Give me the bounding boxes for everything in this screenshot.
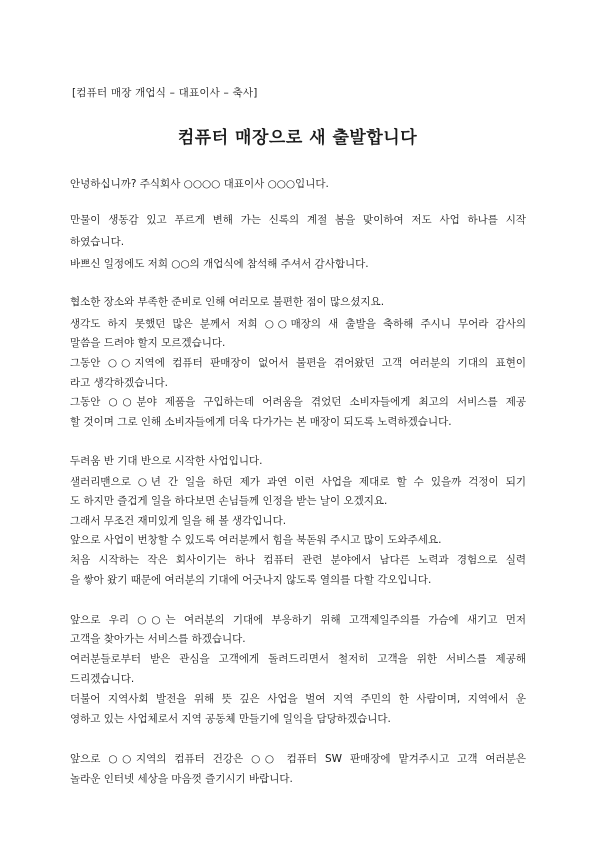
body-line: 앞으로 사업이 번창할 수 있도록 여러분께서 힘을 북돋워 주시고 많이 도와주세요. — [70, 534, 442, 546]
document-header: [컴퓨터 매장 개업식 – 대표이사 – 축사] — [72, 87, 258, 99]
body-line: 드리겠습니다. — [70, 673, 135, 685]
body-line: 라고 생각하겠습니다. — [70, 377, 168, 389]
body-line: 샐러리맨으로 ○년 간 일을 하던 제가 과연 이런 사업을 제대로 할 수 있을까 걱정이 되기 — [70, 476, 526, 488]
document-title: 컴퓨터 매장으로 새 출발합니다 — [177, 128, 418, 148]
body-line: 바쁘신 일정에도 저희 ○○의 개업식에 참석해 주셔서 감사합니다. — [70, 258, 369, 270]
body-line: 더불어 지역사회 발전을 위해 뜻 깊은 사업을 벌여 지역 주민의 한 사람이며, 지역에서 운 — [70, 693, 526, 705]
body-line: 앞으로 ○○지역의 컴퓨터 건강은 ○○ 컴퓨터 SW 판매장에 맡겨주시고 고객 여러분은 — [70, 753, 526, 765]
body-line: 영하고 있는 사업체로서 지역 공동체 만들기에 일익을 담당하겠습니다. — [70, 713, 391, 725]
body-line: 두려움 반 기대 반으로 시작한 사업입니다. — [70, 455, 263, 467]
body-line: 말씀을 드려야 할지 모르겠습니다. — [70, 337, 226, 349]
body-line: 도 하지만 즐겁게 일을 하다보면 손님들께 인정을 받는 날이 오겠지요. — [70, 495, 388, 507]
body-line: 처음 시작하는 작은 회사이기는 하나 컴퓨터 관련 분야에서 남다른 노력과 경험으로 실력 — [70, 554, 526, 566]
body-line: 안녕하십니까? 주식회사 ○○○○ 대표이사 ○○○입니다. — [70, 178, 329, 190]
body-line: 그동안 ○○지역에 컴퓨터 판매장이 없어서 불편을 겪어왔던 고객 여러분의 기대의 표현이 — [70, 357, 526, 369]
body-line: 여러분들로부터 받은 관심을 고객에게 돌려드리면서 철저히 고객을 위한 서비스를 제공해 — [70, 653, 526, 665]
body-line: 고객을 찾아가는 서비스를 하겠습니다. — [70, 633, 246, 645]
body-line: 할 것이며 그로 인해 소비자들에게 더욱 다가가는 본 매장이 되도록 노력하겠습니다. — [70, 416, 452, 428]
body-line: 만물이 생동감 있고 푸르게 변해 가는 신록의 계절 봄을 맞이하여 저도 사업 하나를 시작 — [70, 214, 526, 226]
body-line: 하였습니다. — [70, 236, 125, 248]
body-line: 앞으로 우리 ○○는 여러분의 기대에 부응하기 위해 고객제일주의를 가슴에 새기고 먼저 — [70, 614, 526, 626]
body-line: 을 쌓아 왔기 때문에 여러분의 기대에 어긋나지 않도록 열의를 다할 각오입니다. — [70, 574, 432, 586]
body-line: 생각도 하지 못했던 많은 분께서 저희 ○○매장의 새 출발을 축하해 주시니 무어라 감사의 — [70, 318, 526, 330]
body-line: 그래서 무조건 재미있게 일을 해 볼 생각입니다. — [70, 515, 287, 527]
body-line: 놀라운 인터넷 세상을 마음껏 즐기시기 바랍니다. — [70, 773, 293, 785]
body-line: 협소한 장소와 부족한 준비로 인해 여러모로 불편한 점이 많으셨지요. — [70, 296, 385, 308]
body-line: 그동안 ○○분야 제품을 구입하는데 어려움을 겪었던 소비자들에게 최고의 서비스를 제공 — [70, 396, 526, 408]
